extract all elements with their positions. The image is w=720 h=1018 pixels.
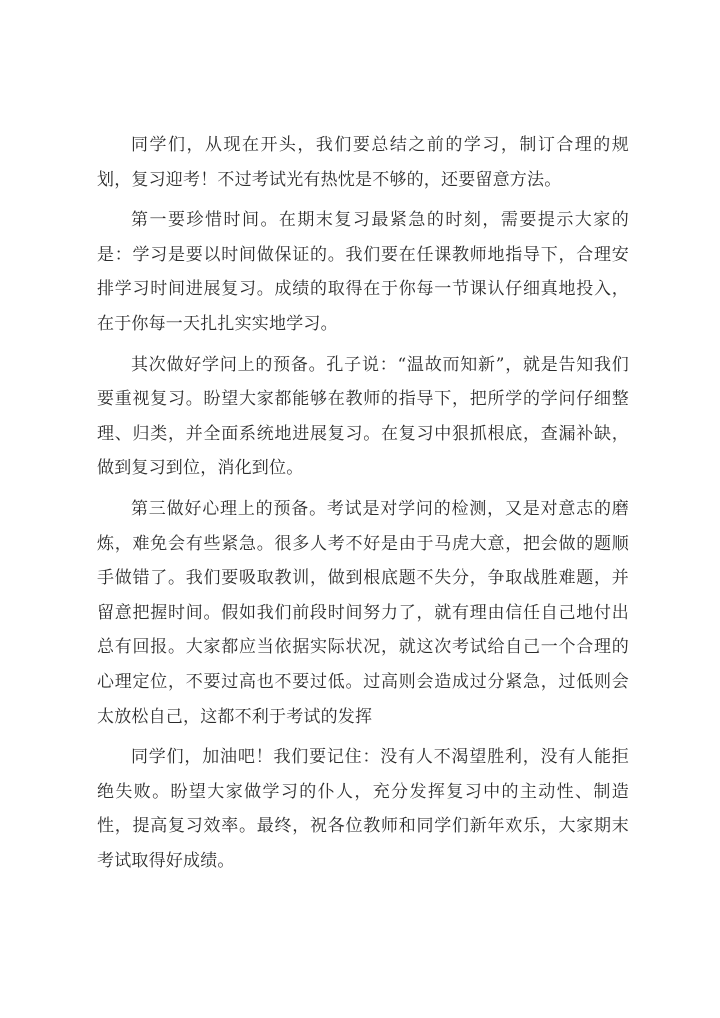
paragraph-mindset: 第三做好心理上的预备。考试是对学问的检测，又是对意志的磨炼，难免会有些紧急。很多人考不好是由于马虎大意，把会做的题顺手做错了。我们要吸取教训，做到根底题不失分，争取战胜难题，并留意把握时间。假如我们前段时间努力了，就有理由信任自己地付出总有回报。大家都应当依据实际状况，就这次考试给自己一个合理的心理定位，不要过高也不要过低。过高则会造成过分紧急，过低则会太放松自己，这都不利于考试的发挥 [97,498,629,727]
paragraph-opening: 同学们，从现在开头，我们要总结之前的学习，制订合理的规划，复习迎考！不过考试光有热忱是不够的，还要留意方法。 [97,135,629,190]
document-body [97,128,629,884]
paragraph-knowledge: 其次做好学问上的预备。孔子说：“温故而知新”，就是告知我们要重视复习。盼望大家都能够在教师的指导下，把所学的学问仔细整理、归类，并全面系统地进展复习。在复习中狠抓根底，查漏补缺，做到复习到位，消化到位。 [97,354,629,479]
paragraph-time: 第一要珍惜时间。在期末复习最紧急的时刻，需要提示大家的是：学习是要以时间做保证的。我们要在任课教师地指导下，合理安排学习时间进展复习。成绩的取得在于你每一节课认仔细真地投入，在于你每一天扎扎实实地学习。 [97,210,629,334]
paragraph-closing: 同学们，加油吧！我们要记住：没有人不渴望胜利，没有人能拒绝失败。盼望大家做学习的仆人，充分发挥复习中的主动性、制造性，提高复习效率。最终，祝各位教师和同学们新年欢乐，大家期末考试取得好成绩。 [97,747,629,871]
